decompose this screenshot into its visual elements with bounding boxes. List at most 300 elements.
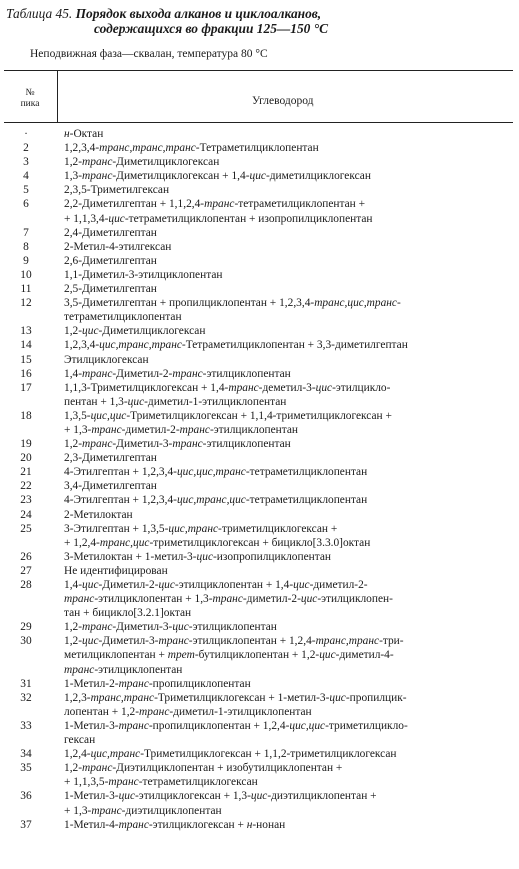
header-top-rule	[4, 70, 513, 71]
italic-prefix: цис	[315, 381, 333, 394]
caption-line-1	[6, 6, 511, 21]
text-segment: 2,3-Диметилгептан	[64, 452, 157, 465]
hydrocarbon-line	[64, 818, 511, 832]
peak-number: 11	[20, 283, 32, 296]
text-segment: 1,2-	[64, 438, 83, 451]
peak-number: 3	[23, 156, 29, 169]
peak-number: 35	[20, 762, 32, 775]
hydrocarbon-line	[64, 254, 511, 268]
hydrocarbon-cell	[52, 465, 511, 479]
table-title-line2: содержащихся во фракции 125—150 °С	[94, 21, 328, 36]
text-segment: -тетраметилциклогексан	[138, 776, 258, 789]
table-row	[0, 183, 519, 197]
hydrocarbon-line	[64, 169, 511, 183]
text-segment: -диметил-2-	[121, 423, 180, 436]
text-segment: -диметил-2-	[309, 579, 368, 591]
italic-prefix: транс	[91, 423, 122, 436]
table-row	[0, 719, 519, 747]
hydrocarbon-line	[64, 719, 511, 733]
table-row	[0, 761, 519, 789]
italic-prefix: цис,цис,транс	[176, 466, 246, 479]
peak-number: 27	[20, 564, 32, 577]
hydrocarbon-cell	[52, 282, 511, 296]
peak-number: 20	[20, 452, 32, 465]
hydrocarbon-cell	[52, 367, 511, 381]
hydrocarbon-cell	[52, 437, 511, 451]
table-row	[0, 691, 519, 719]
peak-number: 15	[20, 353, 32, 366]
text-segment: 3-Этилгептан + 1,3,5-	[64, 522, 169, 535]
hydrocarbon-cell	[52, 268, 511, 282]
peak-number: 16	[20, 367, 32, 380]
peak-number: 18	[20, 409, 32, 422]
hydrocarbon-line	[64, 183, 511, 197]
hydrocarbon-cell	[52, 240, 511, 254]
text-segment: + 1,1,3,5-	[64, 776, 109, 789]
text-segment: 1,4-	[64, 367, 83, 380]
hydrocarbon-line	[64, 353, 511, 367]
peak-number: 32	[20, 691, 32, 704]
italic-prefix: цис,транс,транс	[99, 339, 182, 352]
text-segment: 4-Этилгептан + 1,2,3,4-	[64, 494, 177, 507]
italic-prefix: транс	[82, 156, 113, 169]
text-segment: 1,1,3-Триметилциклогексан + 1,4-	[64, 381, 229, 394]
text-segment: 3,5-Диметилгептан + пропилциклопентан + 1,2,3,4-	[64, 297, 315, 310]
hydrocarbon-cell	[52, 254, 511, 268]
hydrocarbon-cell	[52, 620, 511, 634]
peak-number: 21	[20, 466, 32, 479]
text-segment: -этилциклогексан + 1,3-	[135, 790, 251, 803]
text-segment: 2,5-Диметилгептан	[64, 283, 157, 296]
text-segment: -диэтилциклопентан +	[267, 790, 377, 803]
hydrocarbon-line	[64, 367, 511, 381]
table-body	[0, 127, 519, 832]
table-row	[0, 226, 519, 240]
italic-prefix: транс,транс	[315, 635, 380, 648]
peak-number: 25	[20, 522, 32, 535]
italic-prefix: трет	[167, 649, 195, 662]
hydrocarbon-line	[64, 268, 511, 282]
text-segment: 2-Метил-4-этилгексан	[64, 240, 172, 253]
italic-prefix: транс	[212, 593, 243, 606]
hydrocarbon-line	[64, 409, 511, 423]
italic-prefix: транс	[108, 776, 139, 789]
text-segment: 1-Метил-4-	[64, 818, 119, 831]
hydrocarbon-line	[64, 691, 511, 705]
text-segment: -пропилциклопентан + 1,2,4-	[148, 719, 290, 732]
hydrocarbon-line	[64, 282, 511, 296]
peak-number: 28	[20, 579, 32, 591]
hydrocarbon-cell	[52, 296, 511, 324]
hydrocarbon-cell	[52, 127, 511, 141]
italic-prefix: цис	[293, 579, 310, 591]
table-row	[0, 324, 519, 338]
peak-number: 19	[20, 438, 32, 451]
italic-prefix: цис,транс,цис	[176, 494, 246, 507]
hydrocarbon-cell	[52, 338, 511, 352]
hydrocarbon-line	[64, 296, 511, 310]
hydrocarbon-line	[64, 240, 511, 254]
header-peak-number-line1: №	[25, 88, 35, 98]
text-segment: -диметил-1-этилциклопентан	[169, 705, 312, 718]
text-segment: 1-Метил-2-	[64, 677, 119, 690]
text-segment: метилциклопентан +	[64, 649, 168, 662]
italic-prefix: транс	[139, 705, 170, 718]
hydrocarbon-line	[64, 141, 511, 155]
text-segment: -Диметил-2-	[112, 367, 173, 380]
hydrocarbon-line	[64, 381, 511, 395]
italic-prefix: транс	[82, 621, 113, 634]
hydrocarbon-line	[64, 592, 511, 606]
text-segment: 1,2-	[64, 762, 83, 775]
peak-number: 30	[20, 635, 32, 648]
text-segment: пентан + 1,3-	[64, 395, 128, 408]
text-segment: 1,2-	[64, 325, 83, 338]
italic-prefix: цис	[250, 790, 268, 803]
table-row	[0, 437, 519, 451]
italic-prefix: цис	[82, 579, 99, 591]
hydrocarbon-cell	[52, 818, 511, 832]
italic-prefix: транс	[228, 381, 259, 394]
hydrocarbon-line	[64, 451, 511, 465]
italic-prefix: цис	[82, 635, 99, 648]
peak-number: 5	[23, 184, 29, 197]
peak-number: 33	[20, 719, 32, 732]
italic-prefix: цис	[300, 593, 318, 606]
peak-number: 34	[20, 748, 32, 761]
italic-prefix: цис	[118, 790, 136, 803]
text-segment: -Октан	[69, 128, 104, 140]
text-segment: -этилциклопентан + 1,3-	[94, 593, 213, 606]
peak-number: 26	[20, 550, 32, 563]
text-segment: -триметилциклогексан + бицикло[3.3.0]октан	[149, 536, 371, 549]
hydrocarbon-line	[64, 677, 511, 691]
text-segment: + 1,1,3,4-	[64, 212, 109, 225]
italic-prefix: транс	[158, 635, 189, 648]
text-segment: -Диметил-3-	[98, 635, 159, 648]
text-segment: -этилциклопентан	[188, 621, 277, 634]
text-segment: Этилциклогексан	[64, 353, 149, 366]
hydrocarbon-cell	[52, 493, 511, 507]
peak-number: 13	[20, 325, 32, 338]
italic-prefix: транс	[118, 719, 149, 732]
hydrocarbon-line	[64, 550, 511, 564]
text-segment: -Диметилциклогексан	[98, 325, 206, 338]
italic-prefix: транс	[204, 198, 235, 211]
text-segment: + 1,3-	[64, 804, 92, 817]
hydrocarbon-line	[64, 437, 511, 451]
hydrocarbon-cell	[52, 691, 511, 719]
hydrocarbon-line	[64, 804, 511, 818]
table-row	[0, 818, 519, 832]
text-segment: -Диметил-3-	[112, 621, 173, 634]
text-segment: Не идентифицирован	[64, 564, 168, 577]
text-segment: -бутилциклопентан + 1,2-	[194, 649, 320, 662]
hydrocarbon-cell	[52, 550, 511, 564]
text-segment: -	[397, 297, 401, 310]
hydrocarbon-cell	[52, 226, 511, 240]
text-segment: -этилцикло-	[332, 381, 391, 394]
italic-prefix: цис	[108, 212, 125, 225]
italic-prefix: транс	[179, 423, 210, 436]
peak-number: 8	[23, 240, 29, 253]
table-row	[0, 367, 519, 381]
table-label: Таблица 45.	[6, 6, 73, 21]
hydrocarbon-line	[64, 536, 511, 550]
table-row	[0, 282, 519, 296]
header-column-divider	[57, 70, 58, 122]
table-subtitle: Неподвижная фаза—сквалан, температура 80 °С	[30, 48, 268, 60]
table-row	[0, 479, 519, 493]
text-segment: 1,3-	[64, 170, 83, 183]
hydrocarbon-cell	[52, 789, 511, 817]
peak-number: 36	[20, 790, 32, 803]
hydrocarbon-line	[64, 775, 511, 789]
peak-number: 4	[23, 170, 29, 183]
text-segment: -тетраметилциклопентан +	[234, 198, 366, 211]
italic-prefix: цис	[158, 579, 175, 591]
text-segment: -этилциклогексан +	[148, 818, 247, 831]
italic-prefix: цис	[249, 170, 266, 183]
italic-prefix: н	[246, 818, 253, 831]
hydrocarbon-line	[64, 338, 511, 352]
table-caption	[6, 6, 511, 36]
hydrocarbon-cell	[52, 451, 511, 465]
table-row	[0, 296, 519, 324]
text-segment: -этилциклопентан	[202, 438, 291, 451]
table-row	[0, 677, 519, 691]
peak-number: 9	[23, 254, 29, 267]
hydrocarbon-line	[64, 226, 511, 240]
table-row	[0, 564, 519, 578]
peak-number: 31	[20, 677, 32, 690]
hydrocarbon-cell	[52, 677, 511, 691]
italic-prefix: цис,цис	[289, 719, 326, 732]
table-row	[0, 493, 519, 507]
table-row	[0, 240, 519, 254]
peak-number: 7	[23, 226, 29, 239]
text-segment: -Тетраметилциклопентан + 3,3-диметилгептан	[181, 339, 408, 352]
text-segment: 1-Метил-3-	[64, 719, 119, 732]
text-segment: -этилциклопентан	[209, 423, 299, 436]
text-segment: + 1,3-	[64, 423, 92, 436]
text-segment: 1,1-Диметил-3-этилциклопентан	[64, 268, 223, 281]
hydrocarbon-cell	[52, 761, 511, 789]
italic-prefix: транс	[172, 367, 203, 380]
text-segment: 1,4-	[64, 579, 83, 591]
hydrocarbon-line	[64, 578, 511, 592]
hydrocarbon-line	[64, 663, 511, 677]
peak-number: 24	[20, 508, 32, 521]
italic-prefix: транс	[64, 663, 95, 676]
hydrocarbon-line	[64, 127, 511, 141]
peak-number: 29	[20, 621, 32, 634]
italic-prefix: цис	[329, 691, 346, 704]
hydrocarbon-line	[64, 564, 511, 578]
text-segment: -деметил-3-	[258, 381, 316, 394]
peak-number: 17	[20, 381, 32, 394]
hydrocarbon-line	[64, 310, 511, 324]
text-segment: 1,2,3,4-	[64, 142, 100, 155]
peak-number: 6	[23, 198, 29, 211]
hydrocarbon-cell	[52, 522, 511, 550]
text-segment: -тетраметилциклопентан	[245, 494, 368, 507]
text-segment: -тетраметилциклопентан	[245, 466, 368, 479]
table-row	[0, 155, 519, 169]
text-segment: -пропилциклопентан	[148, 677, 251, 690]
hydrocarbon-line	[64, 395, 511, 409]
italic-prefix: транс	[118, 677, 149, 690]
italic-prefix: цис,транс	[90, 748, 141, 761]
hydrocarbon-line	[64, 324, 511, 338]
text-segment: + 1,2,4-	[64, 536, 100, 549]
text-segment: -Диметилциклогексан	[112, 156, 220, 169]
text-segment: -Триметилциклогексан + 1,1,4-триметилциклогексан +	[126, 409, 392, 422]
italic-prefix: транс,цис,транс	[314, 297, 397, 310]
hydrocarbon-cell	[52, 747, 511, 761]
table-row	[0, 451, 519, 465]
hydrocarbon-line	[64, 212, 511, 226]
text-segment: -Диэтилциклопентан + изобутилциклопентан +	[112, 762, 343, 775]
text-segment: тан + бицикло[3.2.1]октан	[64, 607, 192, 620]
header-bottom-rule	[4, 122, 513, 123]
text-segment: 1,2-	[64, 621, 83, 634]
hydrocarbon-cell	[52, 381, 511, 409]
table-row	[0, 141, 519, 155]
italic-prefix: цис	[172, 621, 189, 634]
text-segment: -Диметил-3-	[112, 438, 173, 451]
text-segment: гексан	[64, 734, 96, 747]
text-segment: 4-Этилгептан + 1,2,3,4-	[64, 466, 177, 479]
text-segment: -пропилцик-	[345, 691, 407, 704]
text-segment: -диэтилциклопентан	[121, 804, 222, 817]
italic-prefix: транс,цис	[99, 536, 150, 549]
hydrocarbon-cell	[52, 141, 511, 155]
hydrocarbon-line	[64, 423, 511, 437]
peak-number: 14	[20, 339, 32, 352]
peak-number: 22	[20, 480, 32, 493]
italic-prefix: транс	[82, 438, 113, 451]
table-row	[0, 381, 519, 409]
text-segment: -Тетраметилциклопентан	[195, 142, 319, 155]
italic-prefix: цис	[196, 550, 213, 563]
text-segment: 3,4-Диметилгептан	[64, 480, 157, 493]
italic-prefix: цис,цис	[90, 409, 127, 422]
hydrocarbon-line	[64, 479, 511, 493]
table-row	[0, 578, 519, 620]
table-row	[0, 634, 519, 676]
hydrocarbon-line	[64, 747, 511, 761]
table-row	[0, 508, 519, 522]
table-row	[0, 620, 519, 634]
hydrocarbon-cell	[52, 183, 511, 197]
hydrocarbon-cell	[52, 169, 511, 183]
text-segment: 2,6-Диметилгептан	[64, 254, 157, 267]
header-peak-number	[8, 88, 52, 110]
hydrocarbon-line	[64, 493, 511, 507]
hydrocarbon-line	[64, 705, 511, 719]
hydrocarbon-line	[64, 197, 511, 211]
italic-prefix: н	[64, 128, 70, 140]
italic-prefix: транс	[82, 170, 113, 183]
text-segment: 3-Метилоктан + 1-метил-3-	[64, 550, 197, 563]
text-segment: -Триметилциклогексан + 1-метил-3-	[154, 691, 330, 704]
text-segment: 1,3,5-	[64, 409, 91, 422]
hydrocarbon-cell	[52, 197, 511, 225]
italic-prefix: транс	[91, 804, 122, 817]
italic-prefix: цис,транс	[168, 522, 219, 535]
text-segment: -этилциклопентан + 1,4-	[174, 579, 294, 591]
text-segment: 1,2,3,4-	[64, 339, 100, 352]
table-row	[0, 465, 519, 479]
hydrocarbon-line	[64, 465, 511, 479]
hydrocarbon-cell	[52, 634, 511, 676]
hydrocarbon-cell	[52, 155, 511, 169]
hydrocarbon-cell	[52, 353, 511, 367]
table-row	[0, 338, 519, 352]
hydrocarbon-cell	[52, 409, 511, 437]
hydrocarbon-line	[64, 508, 511, 522]
text-segment: -этилциклопентан	[202, 367, 291, 380]
peak-number: 37	[20, 818, 32, 831]
text-segment: -этилциклопен-	[317, 593, 393, 606]
italic-prefix: цис	[127, 395, 145, 408]
table-row	[0, 353, 519, 367]
table-row	[0, 254, 519, 268]
text-segment: -Триметилциклогексан + 1,1,2-триметилциклогексан	[140, 748, 397, 761]
text-segment: -Диметил-2-	[98, 579, 159, 591]
table-row	[0, 268, 519, 282]
text-segment: 1,2,4-	[64, 748, 91, 761]
table-row	[0, 550, 519, 564]
text-segment: 2,3,5-Триметилгексан	[64, 184, 170, 197]
table-row	[0, 747, 519, 761]
text-segment: -тетраметилциклопентан + изопропилциклопентан	[124, 212, 373, 225]
text-segment: 1,2-	[64, 156, 83, 169]
text-segment: -этилциклопентан	[94, 663, 183, 676]
italic-prefix: транс	[172, 438, 203, 451]
table-title-line1: Порядок выхода алканов и циклоалканов,	[75, 6, 322, 21]
hydrocarbon-line	[64, 789, 511, 803]
italic-prefix: транс,транс	[90, 691, 155, 704]
peak-number: ·	[24, 128, 28, 140]
hydrocarbon-cell	[52, 564, 511, 578]
hydrocarbon-line	[64, 522, 511, 536]
text-segment: лопентан + 1,2-	[64, 705, 140, 718]
text-segment: 1-Метил-3-	[64, 790, 119, 803]
hydrocarbon-line	[64, 155, 511, 169]
hydrocarbon-cell	[52, 719, 511, 747]
hydrocarbon-cell	[52, 324, 511, 338]
text-segment: -триметилцикло-	[325, 719, 408, 732]
table-row	[0, 169, 519, 183]
hydrocarbon-cell	[52, 479, 511, 493]
text-segment: -диметил-2-	[242, 593, 301, 606]
italic-prefix: транс	[82, 762, 113, 775]
text-segment: -Диметилциклогексан + 1,4-	[112, 170, 250, 183]
text-segment: 1,2,3-	[64, 691, 91, 704]
text-segment: -три-	[379, 635, 404, 648]
hydrocarbon-line	[64, 761, 511, 775]
text-segment: тетраметилциклопентан	[64, 311, 182, 324]
peak-number: 12	[20, 297, 32, 310]
text-segment: -диметилциклогексан	[265, 170, 371, 183]
italic-prefix: цис	[319, 649, 336, 662]
text-segment: -нонан	[252, 818, 286, 831]
italic-prefix: транс	[64, 593, 95, 606]
hydrocarbon-line	[64, 648, 511, 662]
text-segment: 2-Метилоктан	[64, 508, 133, 521]
